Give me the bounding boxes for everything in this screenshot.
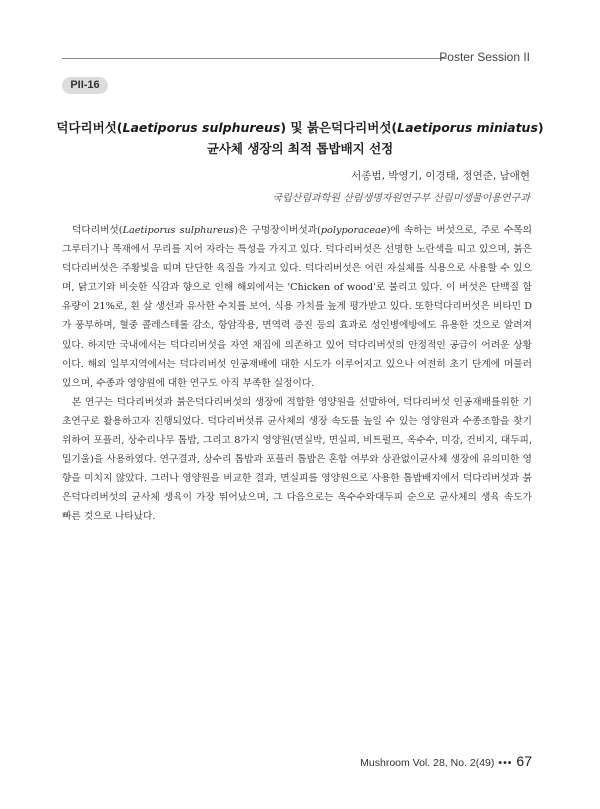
footer-separator: ••• [498, 757, 513, 769]
species-name-2: Laetiporus miniatus [397, 120, 538, 135]
header-rule [62, 58, 447, 59]
abstract-paragraph-1: 덕다리버섯(Laetiporus sulphureus)은 구멍장이버섯과(polyporaceae)에 속하는 버섯으로, 주로 수목의그루터기나 목재에서 무리를 지어 자라는 특성을 가지고 있다. 덕다리버섯은 선명한 노란색을 띠고 있으며, 붉은덕다리버섯은 주황빛을 띠며 단단한 육질을 가지고 있다. 덕다리버섯은 어린 자실체를 식용으로 사용할 수 있으며, 닭고기와 비슷한 식감과 향으로 인해 해외에서는 'Chicken of wood'로 불리고 있다. 이 버섯은 단백질 함유량이 21%로, 흰 살 생선과 유사한 수치를 보여, 식용 가치를 높게 평가받고 있다. 또한덕다리버섯은 비타민 D가 풍부하며, 혈중 콜레스테롤 감소, 항암작용, 면역력 증진 등의 효과로 성인병에방에도 유용한 것으로 알려져 있다. 하지만 국내에서는 덕다리버섯을 자연 채집에 의존하고 있어 덕다리버섯의 안정적인 공급이 어려운 상황이다. 해외 일부지역에서는 덕다리버섯 인공재배에 대한 시도가 이루어지고 있으나 여전히 초기 단계에 머물러있으며, 수종과 영양원에 대한 연구도 아직 부족한 실정이다. [62, 225, 532, 389]
paper-title-line1: 덕다리버섯(Laetiporus sulphureus) 및 붉은덕다리버섯(Laetiporus miniatus) [56, 120, 544, 135]
page-number: 67 [516, 753, 532, 769]
session-header: Poster Session II [439, 50, 530, 64]
paper-title-line2: 균사체 생장의 최적 톱밥배지 선정 [206, 141, 394, 156]
journal-citation: Mushroom Vol. 28, No. 2(49) [360, 757, 495, 769]
abstract-body [62, 221, 532, 527]
poster-id-badge: PII-16 [62, 77, 108, 94]
author-list: 서종범, 박영기, 이경태, 정연준, 남애현 [351, 170, 530, 182]
abstract-paragraph-2: 본 연구는 덕다리버섯과 붉은덕다리버섯의 생장에 적합한 영양원을 선발하여, 덕다리버섯 인공재배를위한 기초연구로 활용하고자 진행되었다. 덕다리버섯류 균사체의 생장 속도를 높일 수 있는 영양원과 수종조합을 찾기 위하여 포플러, 상수리나무 톱밥, 그리고 8가지 영양원(면실박, 면실피, 비트펄프, 옥수수, 미강, 건비지, 대두피, 밀기울)을 사용하였다. 연구결과, 상수리 톱밥과 포플러 톱밥은 혼합 여부와 상관없이균사체 생장에 유의미한 영향을 미치지 않았다. 그러나 영양원을 비교한 결과, 면실피를 영양원으로 사용한 톱밥배지에서 덕다리버섯과 붉은덕다리버섯의 균사체 생육이 가장 뛰어났으며, 그 다음으로는 옥수수와대두피 순으로 균사체의 생육 속도가 빠른 것으로 나타났다. [62, 396, 532, 523]
affiliation: 국립산림과학원 산림생명자원연구부 산림미생물이용연구과 [272, 193, 530, 204]
page-footer [360, 753, 532, 769]
species-name-1: Laetiporus sulphureus [122, 120, 281, 135]
